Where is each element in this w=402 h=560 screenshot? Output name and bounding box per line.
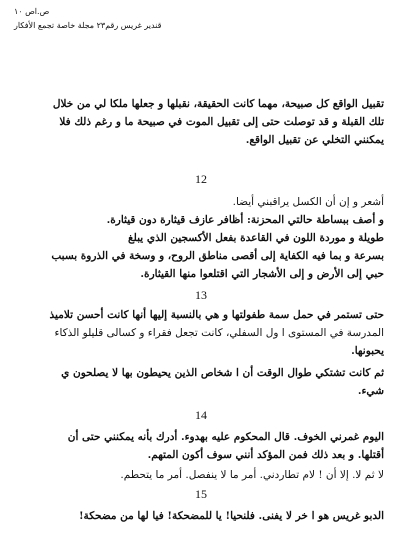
section-line: حبي إلى الأرض و إلى الأشجار التي اقتلعوا منها القيثارة. <box>140 268 384 280</box>
section-line: أشعر و إن أن الكسل يراقبني أيضا. <box>232 196 384 208</box>
section-line: طويلة و موردة اللون في القاعدة بفعل الأكسجين الذي يبلغ <box>128 232 384 244</box>
section-number: 14 <box>195 408 207 422</box>
section-line: و أصف ببساطة حالتي المحزنة: أظافر عازف قيثارة دون قيثارة. <box>106 214 384 226</box>
intro-line: يمكنني التخلي عن تقبيل الواقع. <box>245 134 384 146</box>
section-number: 13 <box>195 288 207 302</box>
section-line: الدبو غريس هو ا خر لا يفنى. فلنحيا! يا للمضحكة! فيا لها من مضحكة! <box>78 510 384 522</box>
section-line: شيء. <box>357 385 384 397</box>
section-number: 15 <box>195 487 207 501</box>
section-number: 12 <box>195 172 207 186</box>
section-line: اليوم غمرني الخوف. قال المحكوم عليه بهدوء. أدرك بأنه يمكنني حتى أن <box>67 431 384 443</box>
section-line: يحبونها. <box>351 345 384 357</box>
intro-line: تلك القبلة و قد توصلت حتى إلى تقبيل الموت في صبيحة ما و رغم ذلك فلا <box>59 116 384 128</box>
section-line: أقتلها. و بعد ذلك فمن المؤكد أنني سوف أكون المتهم. <box>147 449 384 461</box>
running-title-header: قندیر غریس رقم٢٣ مجلة خاصة تجمع الأفكار <box>14 21 162 30</box>
intro-line: تقبيل الواقع كل صبيحة، مهما كانت الحقيقة، نقبلها و جعلها ملكا لي من خلال <box>52 98 384 110</box>
section-line: المدرسة في المستوى ا ول السفلي، كانت تجعل فقراء و كسالى قليلو الذكاء <box>54 327 384 339</box>
section-line: ثم كانت تشتكي طوال الوقت أن ا شخاص الذين يحيطون بها لا يصلحون ي <box>61 367 384 379</box>
section-line: بسرعة و بما فيه الكفاية إلى أقصى مناطق الروح، و وسخة في الذروة بسبب <box>51 250 384 262</box>
section-line: لا ثم لا. إلا أن ! لام تطاردني. أمر ما لا ينفصل. أمر ما يتحطم. <box>120 469 384 481</box>
page-number-header: ص.اص ١٠ <box>14 7 50 16</box>
section-line: حتى تستمر في حمل سمة طفولتها و هي بالنسبة إليها أنها كانت أحسن تلاميذ <box>49 309 384 321</box>
